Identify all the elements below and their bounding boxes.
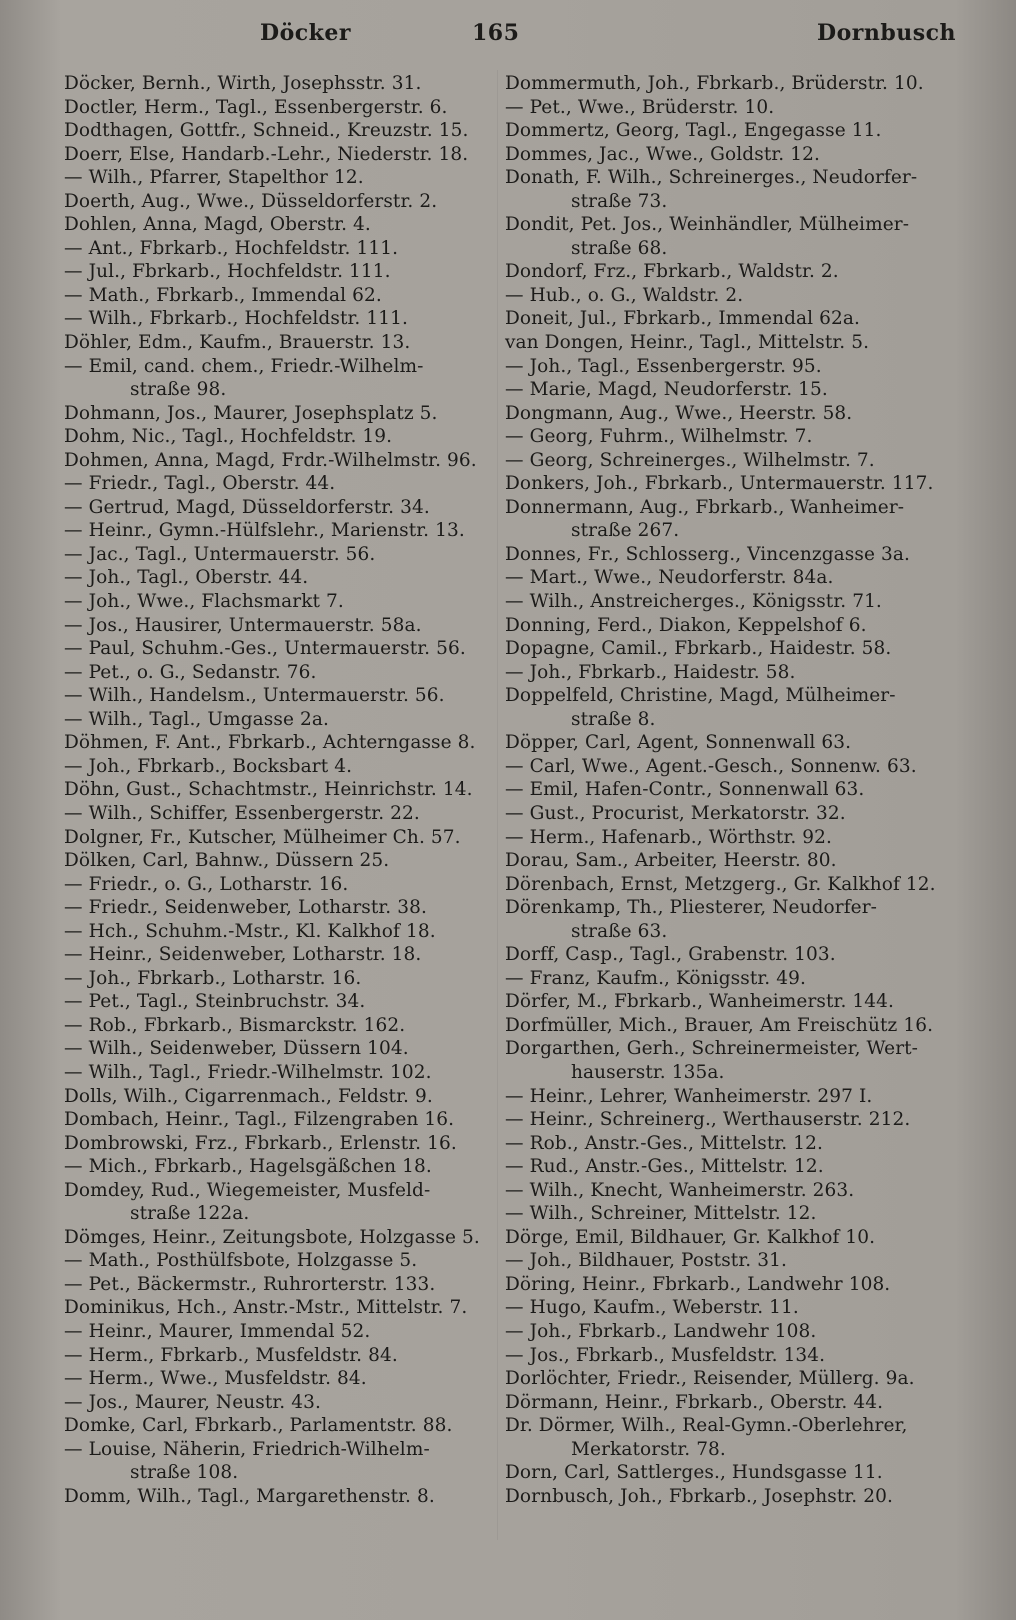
directory-entry: Dombrowski, Frz., Fbrkarb., Erlenstr. 16. [64, 1132, 457, 1154]
directory-entry: Dörge, Emil, Bildhauer, Gr. Kalkhof 10. [505, 1226, 876, 1248]
directory-entry: Dorau, Sam., Arbeiter, Heerstr. 80. [505, 850, 837, 872]
directory-entry: — Friedr., o. G., Lotharstr. 16. [64, 873, 349, 895]
directory-entry: — Friedr., Seidenweber, Lotharstr. 38. [64, 897, 427, 919]
directory-entry: — Herm., Wwe., Musfeldstr. 84. [64, 1368, 367, 1390]
directory-entry: — Georg, Schreinerges., Wilhelmstr. 7. [505, 449, 875, 471]
directory-entry: — Herm., Hafenarb., Wörthstr. 92. [505, 826, 833, 848]
directory-entry: — Joh., Tagl., Oberstr. 44. [64, 567, 309, 589]
directory-entry: Dolgner, Fr., Kutscher, Mülheimer Ch. 57. [64, 826, 461, 848]
directory-entry: — Joh., Wwe., Flachsmarkt 7. [64, 591, 344, 613]
directory-entry: Doppelfeld, Christine, Magd, Mülheimer- [505, 685, 896, 707]
directory-entry: — Hugo, Kaufm., Weberstr. 11. [505, 1297, 799, 1319]
left-column [64, 72, 494, 1508]
directory-entry: — Gust., Procurist, Merkatorstr. 32. [505, 802, 846, 824]
directory-entry: — Joh., Tagl., Essenbergerstr. 95. [505, 355, 822, 377]
directory-entry: — Pet., Bäckermstr., Ruhrorterstr. 133. [64, 1273, 436, 1295]
directory-entry: — Pet., Wwe., Brüderstr. 10. [505, 96, 775, 118]
directory-entry: Doctler, Herm., Tagl., Essenbergerstr. 6. [64, 96, 448, 118]
directory-entry: — Joh., Fbrkarb., Bocksbart 4. [64, 755, 353, 777]
directory-entry: — Georg, Fuhrm., Wilhelmstr. 7. [505, 426, 813, 448]
directory-entry: — Emil, cand. chem., Friedr.-Wilhelm- [64, 355, 424, 377]
directory-entry: Dolls, Wilh., Cigarrenmach., Feldstr. 9. [64, 1085, 433, 1107]
directory-entry-continuation: straße 63. [571, 920, 668, 942]
directory-entry: — Paul, Schuhm.-Ges., Untermauerstr. 56. [64, 638, 466, 660]
directory-entry: Dohlen, Anna, Magd, Oberstr. 4. [64, 214, 371, 236]
directory-entry: Dominikus, Hch., Anstr.-Mstr., Mittelstr. 7. [64, 1297, 468, 1319]
directory-entry: — Joh., Fbrkarb., Lotharstr. 16. [64, 967, 362, 989]
directory-entry: — Rob., Anstr.-Ges., Mittelstr. 12. [505, 1132, 823, 1154]
directory-entry: — Louise, Näherin, Friedrich-Wilhelm- [64, 1438, 430, 1460]
directory-entry-continuation: straße 73. [571, 190, 668, 212]
directory-entry: Dohmen, Anna, Magd, Frdr.-Wilhelmstr. 96. [64, 449, 477, 471]
directory-entry: — Wilh., Fbrkarb., Hochfeldstr. 111. [64, 308, 408, 330]
directory-entry: Dondit, Pet. Jos., Weinhändler, Mülheimer- [505, 214, 910, 236]
right-column [505, 72, 960, 1508]
directory-entry-continuation: straße 267. [571, 520, 680, 542]
directory-entry: — Wilh., Handelsm., Untermauerstr. 56. [64, 685, 445, 707]
directory-entry: — Heinr., Maurer, Immendal 52. [64, 1320, 371, 1342]
directory-entry: Dorn, Carl, Sattlerges., Hundsgasse 11. [505, 1462, 883, 1484]
directory-entry: Donnermann, Aug., Fbrkarb., Wanheimer- [505, 496, 905, 518]
directory-entry: Dorfmüller, Mich., Brauer, Am Freischütz 16. [505, 1014, 934, 1036]
directory-entry: — Joh., Bildhauer, Poststr. 31. [505, 1250, 787, 1272]
directory-entry: — Math., Posthülfsbote, Holzgasse 5. [64, 1250, 418, 1272]
directory-entry: — Emil, Hafen-Contr., Sonnenwall 63. [505, 779, 865, 801]
directory-entry: — Mich., Fbrkarb., Hagelsgäßchen 18. [64, 1156, 432, 1178]
directory-entry: — Hub., o. G., Waldstr. 2. [505, 284, 744, 306]
directory-entry: Dohm, Nic., Tagl., Hochfeldstr. 19. [64, 426, 393, 448]
directory-entry: Dömges, Heinr., Zeitungsbote, Holzgasse 5. [64, 1226, 480, 1248]
directory-entry: — Marie, Magd, Neudorferstr. 15. [505, 379, 828, 401]
directory-entry: Döhmen, F. Ant., Fbrkarb., Achterngasse 8. [64, 732, 476, 754]
directory-entry: — Rud., Anstr.-Ges., Mittelstr. 12. [505, 1156, 824, 1178]
directory-entry: Dopagne, Camil., Fbrkarb., Haidestr. 58. [505, 638, 892, 660]
directory-entry: Dörenbach, Ernst, Metzgerg., Gr. Kalkhof 12. [505, 873, 936, 895]
directory-entry: — Gertrud, Magd, Düsseldorferstr. 34. [64, 496, 430, 518]
directory-entry: Döring, Heinr., Fbrkarb., Landwehr 108. [505, 1273, 891, 1295]
directory-entry: van Dongen, Heinr., Tagl., Mittelstr. 5. [505, 332, 870, 354]
directory-entry: Dorgarthen, Gerh., Schreinermeister, Wert- [505, 1038, 919, 1060]
directory-entry: — Pet., o. G., Sedanstr. 76. [64, 661, 317, 683]
header-right-keyword: Dornbusch [817, 20, 956, 46]
directory-entry: Dörmann, Heinr., Fbrkarb., Oberstr. 44. [505, 1391, 884, 1413]
directory-entry: Döcker, Bernh., Wirth, Josephsstr. 31. [64, 73, 422, 94]
directory-entry: Dohmann, Jos., Maurer, Josephsplatz 5. [64, 402, 438, 424]
directory-entry: Dörenkamp, Th., Pliesterer, Neudorfer- [505, 897, 877, 919]
page-header [60, 20, 956, 60]
directory-entry: Doerr, Else, Handarb.-Lehr., Niederstr. 18. [64, 143, 469, 165]
directory-entry: Dorff, Casp., Tagl., Grabenstr. 103. [505, 944, 836, 966]
directory-entry: — Heinr., Seidenweber, Lotharstr. 18. [64, 944, 422, 966]
directory-entry: — Ant., Fbrkarb., Hochfeldstr. 111. [64, 237, 399, 259]
header-left-keyword: Döcker [260, 20, 351, 46]
directory-entry: — Jos., Hausirer, Untermauerstr. 58a. [64, 614, 422, 636]
directory-entry-continuation: Merkatorstr. 78. [571, 1438, 726, 1460]
directory-entry: Donkers, Joh., Fbrkarb., Untermauerstr. 117. [505, 473, 934, 495]
directory-entry-continuation: straße 98. [130, 379, 227, 401]
page-gutter [497, 70, 498, 1540]
directory-entry: Döhn, Gust., Schachtmstr., Heinrichstr. 14. [64, 779, 473, 801]
directory-entry-continuation: straße 122a. [130, 1203, 250, 1225]
directory-entry: — Heinr., Schreinerg., Werthauserstr. 212. [505, 1109, 911, 1131]
directory-entry-continuation: straße 8. [571, 708, 656, 730]
page-number: 165 [472, 20, 520, 46]
directory-entry: Dondorf, Frz., Fbrkarb., Waldstr. 2. [505, 261, 839, 283]
directory-entry: Donning, Ferd., Diakon, Keppelshof 6. [505, 614, 867, 636]
directory-entry: Donnes, Fr., Schlosserg., Vincenzgasse 3a. [505, 543, 910, 565]
directory-entry: — Carl, Wwe., Agent.-Gesch., Sonnenw. 63. [505, 755, 917, 777]
directory-entry: Dr. Dörmer, Wilh., Real-Gymn.-Oberlehrer, [505, 1415, 908, 1437]
directory-entry: — Joh., Fbrkarb., Landwehr 108. [505, 1320, 817, 1342]
directory-entry: Donath, F. Wilh., Schreinerges., Neudorfer- [505, 167, 918, 189]
directory-entry: Doerth, Aug., Wwe., Düsseldorferstr. 2. [64, 190, 438, 212]
directory-entry: Dornbusch, Joh., Fbrkarb., Josephstr. 20. [505, 1485, 893, 1507]
directory-entry: Dodthagen, Gottfr., Schneid., Kreuzstr. 15. [64, 120, 469, 142]
directory-entry: Dörfer, M., Fbrkarb., Wanheimerstr. 144. [505, 991, 895, 1013]
directory-entry: — Friedr., Tagl., Oberstr. 44. [64, 473, 336, 495]
directory-entry: Domdey, Rud., Wiegemeister, Musfeld- [64, 1179, 431, 1201]
directory-entry: — Wilh., Pfarrer, Stapelthor 12. [64, 167, 364, 189]
directory-entry: — Wilh., Schreiner, Mittelstr. 12. [505, 1203, 817, 1225]
directory-entry: — Rob., Fbrkarb., Bismarckstr. 162. [64, 1014, 406, 1036]
directory-entry: — Math., Fbrkarb., Immendal 62. [64, 284, 382, 306]
directory-entry: — Wilh., Anstreicherges., Königsstr. 71. [505, 591, 882, 613]
directory-entry: Domm, Wilh., Tagl., Margarethenstr. 8. [64, 1485, 435, 1507]
directory-entry-continuation: hauserstr. 135a. [571, 1061, 725, 1083]
directory-entry: — Heinr., Gymn.-Hülfslehr., Marienstr. 13. [64, 520, 465, 542]
directory-entry: — Hch., Schuhm.-Mstr., Kl. Kalkhof 18. [64, 920, 436, 942]
directory-entry: — Jul., Fbrkarb., Hochfeldstr. 111. [64, 261, 391, 283]
directory-entry: Dommertz, Georg, Tagl., Engegasse 11. [505, 120, 882, 142]
directory-entry: — Franz, Kaufm., Königsstr. 49. [505, 967, 806, 989]
directory-entry: Doneit, Jul., Fbrkarb., Immendal 62a. [505, 308, 861, 330]
directory-entry: — Wilh., Tagl., Umgasse 2a. [64, 708, 329, 730]
directory-entry: Dommes, Jac., Wwe., Goldstr. 12. [505, 143, 820, 165]
directory-entry-continuation: straße 108. [130, 1462, 239, 1484]
directory-entry: — Jac., Tagl., Untermauerstr. 56. [64, 543, 376, 565]
directory-entry: Dongmann, Aug., Wwe., Heerstr. 58. [505, 402, 853, 424]
directory-entry-continuation: straße 68. [571, 237, 668, 259]
directory-entry: Döpper, Carl, Agent, Sonnenwall 63. [505, 732, 852, 754]
directory-entry: — Mart., Wwe., Neudorferstr. 84a. [505, 567, 834, 589]
directory-entry: — Wilh., Knecht, Wanheimerstr. 263. [505, 1179, 855, 1201]
directory-entry: — Herm., Fbrkarb., Musfeldstr. 84. [64, 1344, 398, 1366]
directory-entry: — Wilh., Schiffer, Essenbergerstr. 22. [64, 802, 420, 824]
directory-entry: Dölken, Carl, Bahnw., Düssern 25. [64, 850, 390, 872]
directory-entry: Dorlöchter, Friedr., Reisender, Müllerg. 9a. [505, 1368, 915, 1390]
directory-entry: — Pet., Tagl., Steinbruchstr. 34. [64, 991, 366, 1013]
directory-entry: Dombach, Heinr., Tagl., Filzengraben 16. [64, 1109, 455, 1131]
directory-entry: — Wilh., Seidenweber, Düssern 104. [64, 1038, 409, 1060]
directory-entry: Döhler, Edm., Kaufm., Brauerstr. 13. [64, 332, 411, 354]
directory-entry: — Jos., Fbrkarb., Musfeldstr. 134. [505, 1344, 826, 1366]
directory-entry: Domke, Carl, Fbrkarb., Parlamentstr. 88. [64, 1415, 453, 1437]
directory-entry: Dommermuth, Joh., Fbrkarb., Brüderstr. 10. [505, 73, 924, 94]
directory-entry: — Heinr., Lehrer, Wanheimerstr. 297 I. [505, 1085, 873, 1107]
directory-entry: — Joh., Fbrkarb., Haidestr. 58. [505, 661, 796, 683]
directory-entry: — Jos., Maurer, Neustr. 43. [64, 1391, 321, 1413]
directory-entry: — Wilh., Tagl., Friedr.-Wilhelmstr. 102. [64, 1061, 432, 1083]
